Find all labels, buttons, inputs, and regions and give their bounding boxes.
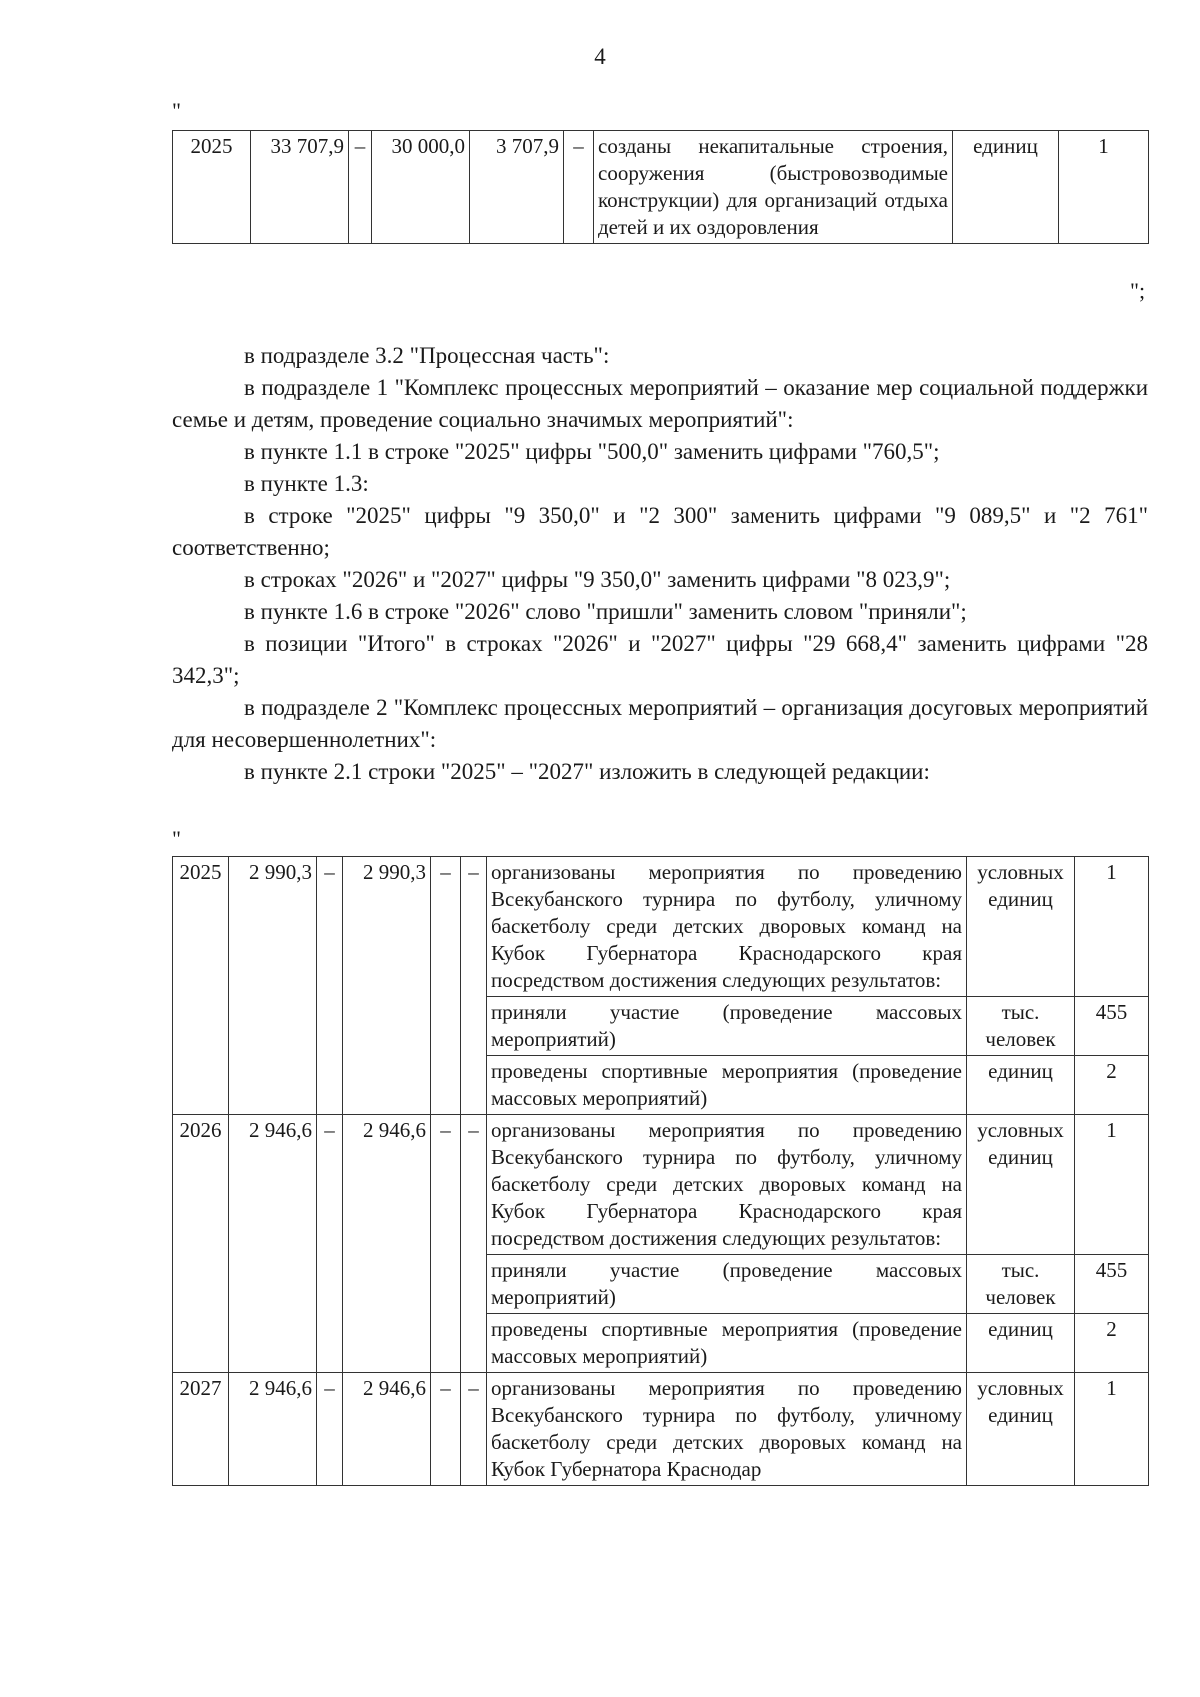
unit-cell: тыс. человек bbox=[967, 1255, 1075, 1314]
paragraph: в подразделе 3.2 "Процессная часть": bbox=[244, 343, 610, 368]
amount-cell: – bbox=[349, 131, 372, 244]
result-cell: организованы мероприятия по проведению Всекубанского турнира по футболу, уличному баскетболу среди детских дворовых команд на Кубок Губернатора Краснодар bbox=[487, 1373, 967, 1486]
close-mark: "; bbox=[1130, 278, 1146, 303]
paragraph: в пункте 1.6 в строке "2026" слово "пришли" заменить словом "приняли"; bbox=[244, 599, 967, 624]
amount-cell: 2 990,3 bbox=[343, 857, 431, 1115]
open-quote-2: " bbox=[172, 826, 181, 851]
result-cell: созданы некапитальные строения, сооружения (быстровозводимые конструкции) для организаций отдыха детей и их оздоровления bbox=[594, 131, 953, 244]
unit-cell: единиц bbox=[953, 131, 1059, 244]
table-row bbox=[173, 1115, 1149, 1255]
paragraph: в позиции "Итого" в строках "2026" и "2027" цифры "29 668,4" заменить цифрами "28 342,3"; bbox=[172, 631, 1148, 688]
paragraph: в строке "2025" цифры "9 350,0" и "2 300" заменить цифрами "9 089,5" и "2 761" соответственно; bbox=[172, 503, 1148, 560]
amount-cell: – bbox=[461, 1373, 487, 1486]
table-1 bbox=[172, 130, 1149, 244]
value-cell: 1 bbox=[1059, 131, 1149, 244]
amount-cell: – bbox=[317, 857, 343, 1115]
amount-cell: 2 946,6 bbox=[343, 1115, 431, 1373]
value-cell: 1 bbox=[1075, 1115, 1149, 1255]
year-cell: 2027 bbox=[173, 1373, 229, 1486]
paragraph: в пункте 1.1 в строке "2025" цифры "500,0" заменить цифрами "760,5"; bbox=[244, 439, 940, 464]
amount-cell: – bbox=[317, 1115, 343, 1373]
result-cell: организованы мероприятия по проведению Всекубанского турнира по футболу, уличному баскетболу среди детских дворовых команд на Кубок Губернатора Краснодарского края посредством достижения следующих результатов: bbox=[487, 857, 967, 997]
result-cell: приняли участие (проведение массовых мероприятий) bbox=[487, 997, 967, 1056]
amount-cell: 3 707,9 bbox=[470, 131, 564, 244]
amount-cell: 2 946,6 bbox=[229, 1373, 317, 1486]
value-cell: 455 bbox=[1075, 997, 1149, 1056]
value-cell: 2 bbox=[1075, 1056, 1149, 1115]
result-cell: проведены спортивные мероприятия (проведение массовых мероприятий) bbox=[487, 1056, 967, 1115]
paragraph: в строках "2026" и "2027" цифры "9 350,0" заменить цифрами "8 023,9"; bbox=[244, 567, 951, 592]
unit-cell: тыс. человек bbox=[967, 997, 1075, 1056]
paragraph: в пункте 1.3: bbox=[244, 471, 369, 496]
amendment-text bbox=[172, 340, 1148, 788]
result-cell: организованы мероприятия по проведению Всекубанского турнира по футболу, уличному баскетболу среди детских дворовых команд на Кубок Губернатора Краснодарского края посредством достижения следующих результатов: bbox=[487, 1115, 967, 1255]
result-cell: приняли участие (проведение массовых мероприятий) bbox=[487, 1255, 967, 1314]
unit-cell: единиц bbox=[967, 1314, 1075, 1373]
paragraph: в подразделе 2 "Комплекс процессных мероприятий – организация досуговых мероприятий для несовершеннолетних": bbox=[172, 695, 1148, 752]
table-row bbox=[173, 1373, 1149, 1486]
amount-cell: – bbox=[461, 857, 487, 1115]
amount-cell: 2 990,3 bbox=[229, 857, 317, 1115]
amount-cell: 2 946,6 bbox=[343, 1373, 431, 1486]
paragraph: в пункте 2.1 строки "2025" – "2027" изложить в следующей редакции: bbox=[244, 759, 930, 784]
amount-cell: – bbox=[431, 1373, 461, 1486]
value-cell: 2 bbox=[1075, 1314, 1149, 1373]
table-2 bbox=[172, 856, 1149, 1486]
unit-cell: единиц bbox=[967, 1056, 1075, 1115]
year-cell: 2025 bbox=[173, 857, 229, 1115]
value-cell: 1 bbox=[1075, 1373, 1149, 1486]
amount-cell: – bbox=[431, 857, 461, 1115]
amount-cell: – bbox=[317, 1373, 343, 1486]
amount-cell: – bbox=[431, 1115, 461, 1373]
amount-cell: 2 946,6 bbox=[229, 1115, 317, 1373]
year-cell: 2026 bbox=[173, 1115, 229, 1373]
table-row bbox=[173, 857, 1149, 997]
unit-cell: условных единиц bbox=[967, 1115, 1075, 1255]
paragraph: в подразделе 1 "Комплекс процессных мероприятий – оказание мер социальной поддержки семье и детям, проведение социально значимых мероприятий": bbox=[172, 375, 1148, 432]
amount-cell: – bbox=[564, 131, 594, 244]
unit-cell: условных единиц bbox=[967, 1373, 1075, 1486]
unit-cell: условных единиц bbox=[967, 857, 1075, 997]
page-number: 4 bbox=[594, 44, 606, 69]
amount-cell: 33 707,9 bbox=[251, 131, 349, 244]
result-cell: проведены спортивные мероприятия (проведение массовых мероприятий) bbox=[487, 1314, 967, 1373]
value-cell: 455 bbox=[1075, 1255, 1149, 1314]
amount-cell: 30 000,0 bbox=[372, 131, 470, 244]
value-cell: 1 bbox=[1075, 857, 1149, 997]
open-quote-1: " bbox=[172, 98, 181, 123]
year-cell: 2025 bbox=[173, 131, 251, 244]
table-row bbox=[173, 131, 1149, 244]
amount-cell: – bbox=[461, 1115, 487, 1373]
